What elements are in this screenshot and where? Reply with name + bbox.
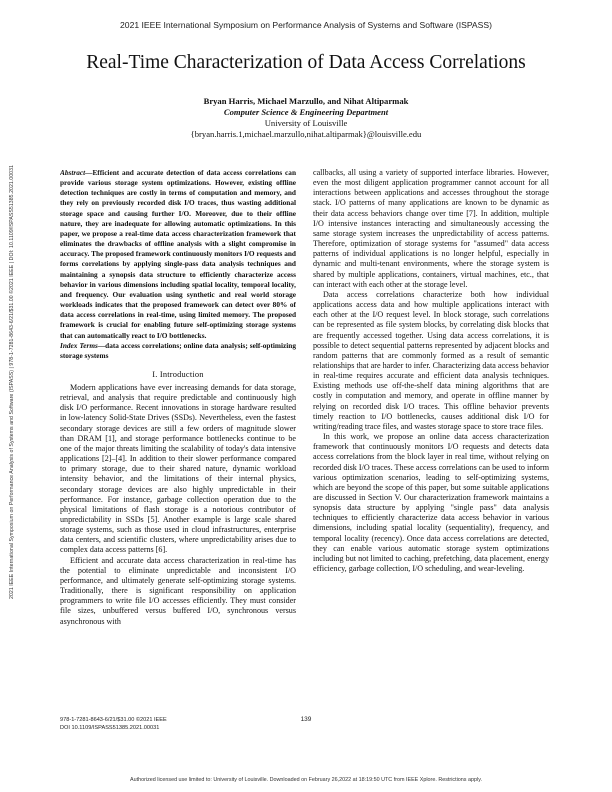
license-notice: Authorized licensed use limited to: University of Louisville. Downloaded on February 26,2022 at 18:19:50 UTC from IEEE Xplore. Restrictions apply. (130, 777, 482, 783)
intro-paragraph-5: In this work, we propose an online data access characterization framework that continuously monitors I/O requests and detects data access correlations from the block layer in real time, without relying on recorded disk I/O traces. These access correlations can be used to inform various optimization scenarios, leading to self-optimizing systems, which are beyond the scope of this paper, but some suitable applications are discussed in Section V. Our characterization framework maintains a synopsis data structure by applying "single pass" data analysis techniques to efficiently characterize data access behavior in various dimensions, including spatial locality (sequentiality), frequency, and temporal locality (recency). Once data access correlations are detected, they can enable various automatic storage system optimizations including but not limited to caching, prefetching, data placement, energy efficiency, garbage collection, I/O scheduling, and wear-leveling. (313, 432, 549, 574)
side-margin-citation-text: 2021 IEEE International Symposium on Performance Analysis of Systems and Software (ISPASS) | 978-1-7281-8643-6/21/$31.00 ©2021 IEEE | DOI: 10.1109/ISPASS51385.2021.00031 (9, 165, 15, 599)
section-heading-introduction: I. Introduction (152, 369, 204, 379)
author-email: {bryan.harris.1,michael.marzullo,nihat.altiparmak}@louisville.edu (190, 129, 422, 139)
left-column (60, 168, 296, 688)
abstract (60, 168, 296, 341)
footer-doi: DOI 10.1109/ISPASS51385.2021.00031 (60, 725, 160, 731)
index-terms-lead: Index Terms (60, 340, 98, 350)
intro-paragraph-3: callbacks, all using a variety of supported interface libraries. However, even the most diligent application programmer cannot account for all interactions between applications and accesses throughout the storage stack. I/O patterns of many applications are known to be dynamic as their data access behaviors change over time [7]. In addition, multiple I/O intensive instances interacting and simultaneously accessing the same storage system increases the unpredictability of access patterns. Therefore, optimization of storage systems for "assumed" data access patterns of individual applications is no longer helpful, especially in dynamic and multi-tenant environments, where the storage system is shared by multiple applications, containers, virtual machines, etc., that can interact with each other at the storage level. (313, 168, 549, 289)
author-list: Bryan Harris, Michael Marzullo, and Nihat Altiparmak (203, 96, 409, 106)
intro-paragraph-2: Efficient and accurate data access characterization in real-time has the potential to eliminate unpredictable and inconsistent I/O performance, and ultimately generate self-optimizing storage systems. Traditionally, there is significant responsibility on application programmers to write file I/O accesses efficiently. They must consider file sizes, unbuffered versus buffered I/O, synchronous versus asynchronous with (60, 555, 296, 626)
index-terms (60, 341, 296, 361)
side-margin-citation (6, 152, 18, 612)
index-terms-body: —data access correlations; online data analysis; self-optimizing storage systems (60, 340, 296, 360)
conference-header: 2021 IEEE International Symposium on Performance Analysis of Systems and Software (ISPASS) (120, 20, 492, 30)
intro-paragraph-4: Data access correlations characterize both how individual applications access data and how multiple applications interact with each other at the I/O request level. In block storage, such correlations can be represented as file system blocks, by correlating disk blocks that are frequently accessed together. Using data access correlations, it is possible to detect sequential patterns represented by adjacent blocks and random patterns that are commonly formed as a result of semantic relationships that are harder to infer. Characterizing data access behavior in real-time requires accurate and efficient data analysis techniques. Existing methods use off-the-shelf data mining algorithms that are costly in computation and memory, and operate in offline manner by relying on recorded disk I/O traces. This offline behavior prevents timely reaction to I/O bottlenecks, causes additional disk I/O for writing/reading trace files, and wastes storage space to store trace files. (313, 289, 549, 431)
author-department: Computer Science & Engineering Department (223, 107, 389, 117)
right-column (313, 168, 549, 688)
abstract-body: —Efficient and accurate detection of data access correlations can provide various storage system optimizations. However, existing offline detection techniques are costly in terms of computation and memory, and they rely on previously recorded disk I/O traces, thus wasting additional storage space and causing further I/O. Moreover, due to their offline nature, they are inadequate for allowing automatic optimizations. In this paper, we propose a real-time data access characterization framework that eliminates the drawbacks of offline analysis with a slight compromise in accuracy. The proposed framework continuously monitors I/O requests and forms correlations by applying single-pass data analysis techniques and maintaining a synopsis data structure to efficiently characterize access behavior in various dimensions including spatial locality, temporal locality, and frequency. Our evaluation using synthetic and real world storage workloads indicates that the proposed framework can detect over 80% of data access correlations in real-time, using limited memory. The proposed framework is crucial for enabling future self-optimizing storage systems that can automatically react to I/O bottlenecks. (60, 168, 296, 340)
page-number: 139 (300, 716, 312, 723)
paper-title: Real-Time Characterization of Data Access Correlations (86, 52, 526, 73)
author-university: University of Louisville (264, 118, 348, 128)
intro-paragraph-1: Modern applications have ever increasing demands for data storage, retrieval, and analysis that require predictable and continuously high disk I/O performance. Recent innovations in storage hardware resulted in low-latency Solid-State Drives (SSDs). Nevertheless, even the fastest secondary storage devices are still a few orders of magnitude slower than DRAM [1], and storage performance bottlenecks continue to be one of the major threats limiting the scalability of today's data intensive applications [2]–[4]. In addition to their slower performance compared to primary storage, due to their shared nature, dynamic workload intensity behavior, and the limitations of their internal physics, secondary storage devices are also highly unpredictable in their performance. For instance, garbage collection operation due to the physical limitations of flash storage is a notorious contributor of unpredictability in SSDs [5]. Another example is large scale shared storage systems, such as those used in cloud infrastructures, enterprise data centers, and scientific clusters, where unpredictability arises due to complex data access patterns [6]. (60, 382, 296, 555)
abstract-lead: Abstract (60, 168, 86, 177)
footer-isbn: 978-1-7281-8643-6/21/$31.00 ©2021 IEEE (60, 717, 167, 723)
